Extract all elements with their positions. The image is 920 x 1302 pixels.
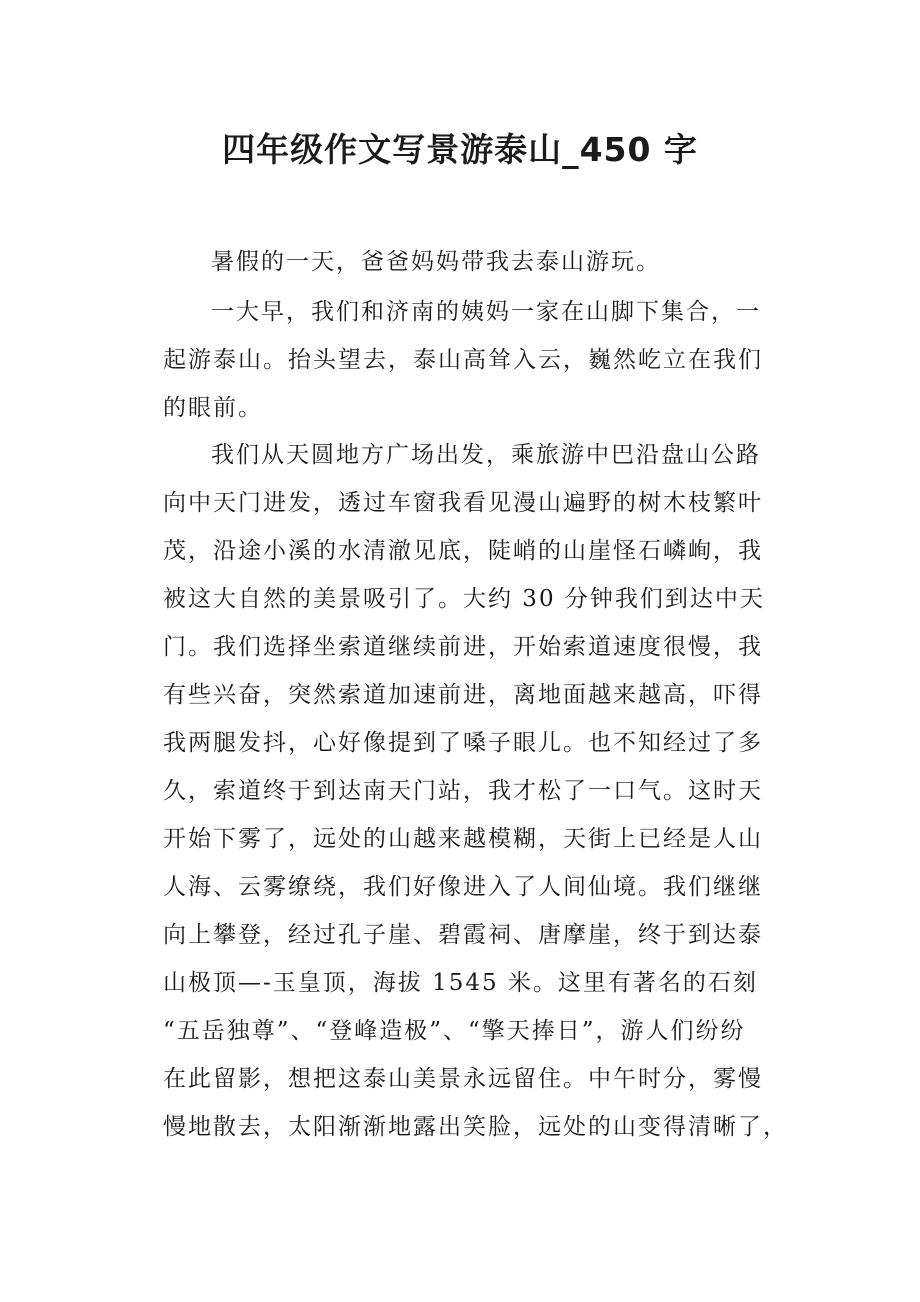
- paragraph-3-line-15: 慢地散去，太阳渐渐地露出笑脸，远处的山变得清晰了，: [163, 1114, 788, 1140]
- paragraph-3-line-6: 有些兴奋，突然索道加速前进，离地面越来越高，吓得: [163, 682, 763, 708]
- paragraph-3-line-10: 人海、云雾缭绕，我们好像进入了人间仙境。我们继继: [163, 874, 763, 900]
- paragraph-3-line-12: 山极顶—-玉皇顶，海拔 1545 米。这里有著名的石刻: [163, 970, 758, 996]
- paragraph-3-line-9: 开始下雾了，远处的山越来越模糊，天街上已经是人山: [163, 826, 763, 852]
- paragraph-3-line-5: 门。我们选择坐索道继续前进，开始索道速度很慢，我: [163, 634, 763, 660]
- paragraph-3-line-14: 在此留影，想把这泰山美景永远留住。中午时分，雾慢: [163, 1066, 763, 1092]
- paragraph-3-line-13: “五岳独尊”、“登峰造极”、“擎天捧日”，游人们纷纷: [163, 1018, 746, 1044]
- paragraph-3-line-11: 向上攀登，经过孔子崖、碧霞祠、唐摩崖，终于到达泰: [163, 922, 763, 948]
- paragraph-3-line-8: 久，索道终于到达南天门站，我才松了一口气。这时天: [163, 778, 763, 804]
- paragraph-2-line-1: 一大早，我们和济南的姨妈一家在山脚下集合，一: [211, 299, 761, 325]
- paragraph-2-line-2: 起游泰山。抬头望去，泰山高耸入云，巍然屹立在我们: [163, 347, 763, 373]
- paragraph-3-line-7: 我两腿发抖，心好像提到了嗓子眼儿。也不知经过了多: [163, 730, 763, 756]
- paragraph-3-line-4: 被这大自然的美景吸引了。大约 30 分钟我们到达中天: [163, 586, 765, 612]
- paragraph-3-line-1: 我们从天圆地方广场出发，乘旅游中巴沿盘山公路: [211, 442, 761, 468]
- paragraph-3-line-2: 向中天门进发，透过车窗我看见漫山遍野的树木枝繁叶: [163, 490, 763, 516]
- paragraph-1-line-1: 暑假的一天，爸爸妈妈带我去泰山游玩。: [211, 249, 661, 275]
- paragraph-2-line-3: 的眼前。: [163, 395, 263, 421]
- document-title: 四年级作文写景游泰山_450 字: [222, 130, 698, 169]
- paragraph-3-line-3: 茂，沿途小溪的水清澈见底，陡峭的山崖怪石嶙峋，我: [163, 538, 763, 564]
